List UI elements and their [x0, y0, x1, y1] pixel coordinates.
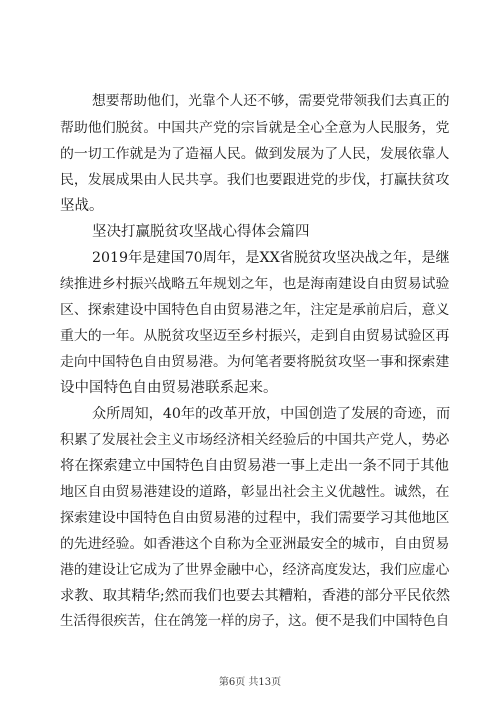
text-line: 积累了发展社会主义市场经济相关经验后的中国共产党人，势必 [60, 432, 450, 448]
section-heading: 坚决打赢脱贫攻坚战心得体会篇四 [92, 224, 310, 240]
text-line: 的一切工作就是为了造福人民。做到发展为了人民，发展依靠人 [60, 146, 450, 162]
text-line: 区、探索建设中国特色自由贸易港之年，注定是承前启后，意义 [60, 302, 450, 318]
text-line: 续推进乡村振兴战略五年规划之年，也是海南建设自由贸易试验 [60, 276, 450, 292]
text-line: 民，发展成果由人民共享。我们也要跟进党的步伐，打赢扶贫攻 [60, 172, 450, 188]
text-line: 港的建设让它成为了世界金融中心，经济高度发达，我们应虚心 [60, 562, 450, 578]
text-line: 地区自由贸易港建设的道路，彰显出社会主义优越性。诚然，在 [60, 484, 450, 500]
text-line: 设中国特色自由贸易港联系起来。 [60, 380, 278, 396]
text-line: 坚战。 [60, 198, 104, 214]
text-line: 走向中国特色自由贸易港。为何笔者要将脱贫攻坚一事和探索建 [60, 354, 450, 370]
text-line: 2019年是建国70周年，是XX省脱贫攻坚决战之年，是继 [92, 250, 450, 266]
text-line: 众所周知，40年的改革开放，中国创造了发展的奇迹，而 [92, 406, 451, 422]
text-line: 重大的一年。从脱贫攻坚迈至乡村振兴，走到自由贸易试验区再 [60, 328, 450, 344]
text-line: 帮助他们脱贫。中国共产党的宗旨就是全心全意为人民服务，党 [60, 120, 450, 136]
text-line: 的先进经验。如香港这个自称为全亚洲最安全的城市，自由贸易 [60, 536, 450, 552]
page-footer: 第6页 共13页 [218, 677, 282, 688]
text-line: 生活得很疾苦，住在鸽笼一样的房子，这。便不是我们中国特色自 [60, 614, 450, 629]
text-line: 探索建设中国特色自由贸易港的过程中，我们需要学习其他地区 [60, 510, 450, 526]
text-line: 求教、取其精华;然而我们也要去其糟粕，香港的部分平民依然 [60, 588, 450, 604]
text-line: 将在探索建立中国特色自由贸易港一事上走出一条不同于其他 [60, 458, 449, 474]
text-line: 想要帮助他们，光靠个人还不够，需要党带领我们去真正的 [92, 93, 450, 109]
